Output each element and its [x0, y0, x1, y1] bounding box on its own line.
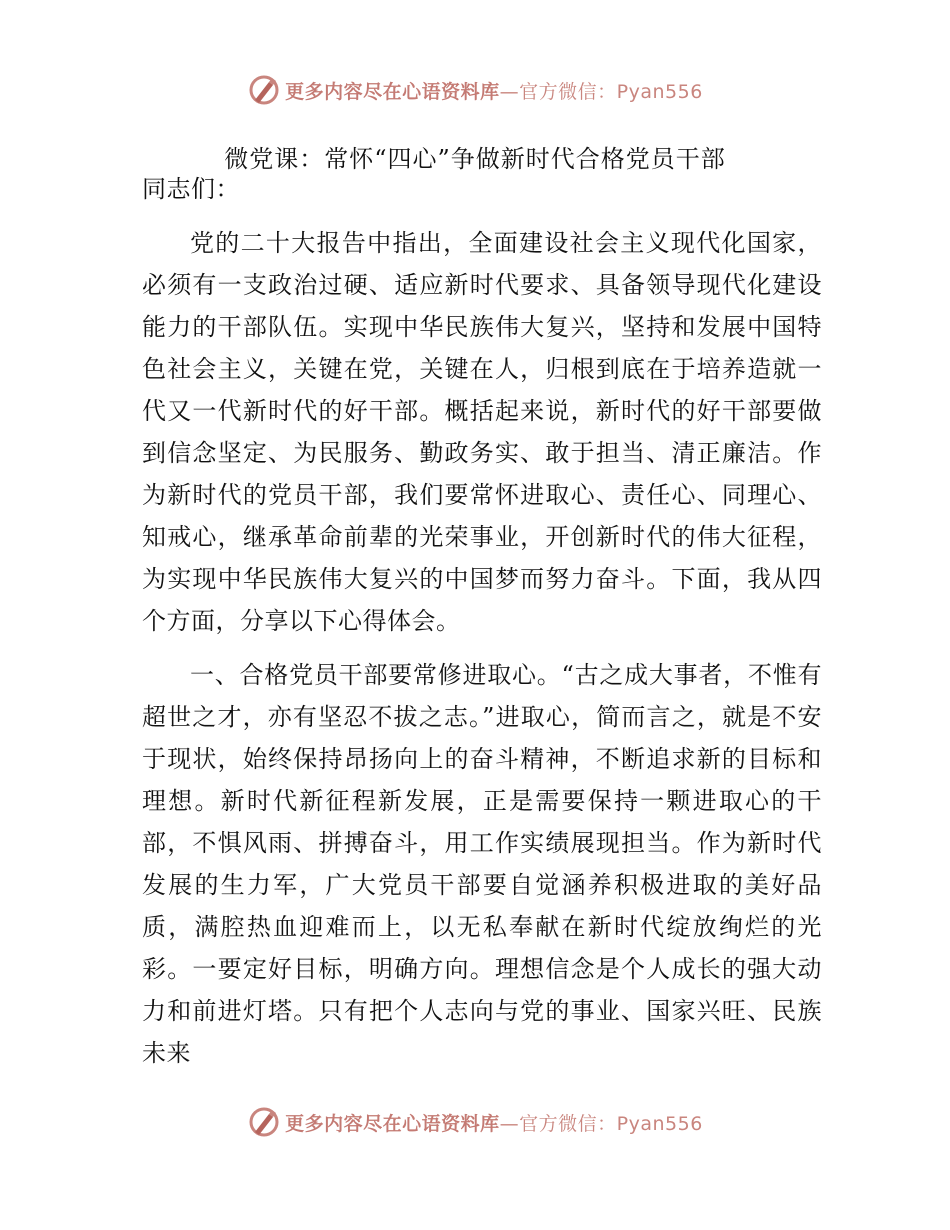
paragraph-intro: 党的二十大报告中指出，全面建设社会主义现代化国家，必须有一支政治过硬、适应新时代要求、具备领导现代化建设能力的干部队伍。实现中华民族伟大复兴，坚持和发展中国特色社会主义，关键在党，关键在人，归根到底在于培养造就一代又一代新时代的好干部。概括起来说，新时代的好干部要做到信念坚定、为民服务、勤政务实、敢于担当、清正廉洁。作为新时代的党员干部，我们要常怀进取心、责任心、同理心、知戒心，继承革命前辈的光荣事业，开创新时代的伟大征程，为实现中华民族伟大复兴的中国梦而努力奋斗。下面，我从四个方面，分享以下心得体会。	[142, 229, 822, 635]
watermark-text	[285, 1109, 703, 1136]
salutation: 同志们：	[142, 175, 240, 203]
watermark-banner-top	[0, 70, 950, 110]
paragraph-section-one: 一、合格党员干部要常修进取心。“古之成大事者，不惟有超世之才，亦有坚忍不拔之志。”进取心，简而言之，就是不安于现状，始终保持昂扬向上的奋斗精神，不断追求新的目标和理想。新时代新征程新发展，正是需要保持一颗进取心的干部，不惧风雨、拼搏奋斗，用工作实绩展现担当。作为新时代发展的生力军，广大党员干部要自觉涵养积极进取的美好品质，满腔热血迎难而上，以无私奉献在新时代绽放绚烂的光彩。一要定好目标，明确方向。理想信念是个人成长的强大动力和前进灯塔。只有把个人志向与党的事业、国家兴旺、民族未来	[142, 661, 822, 1067]
document-title: 微党课：常怀“四心”争做新时代合格党员干部	[224, 145, 726, 173]
watermark-contact-text: —官方微信：Pyan556	[499, 80, 703, 103]
watermark-text	[285, 77, 703, 104]
pen-circle-logo-icon	[247, 73, 281, 107]
watermark-contact-text: —官方微信：Pyan556	[499, 1112, 703, 1135]
watermark-site-text: 更多内容尽在心语资料库	[285, 1112, 500, 1135]
watermark-banner-bottom	[0, 1102, 950, 1142]
watermark-site-text: 更多内容尽在心语资料库	[285, 80, 500, 103]
pen-circle-logo-icon	[247, 1105, 281, 1139]
document-body	[142, 168, 822, 1086]
